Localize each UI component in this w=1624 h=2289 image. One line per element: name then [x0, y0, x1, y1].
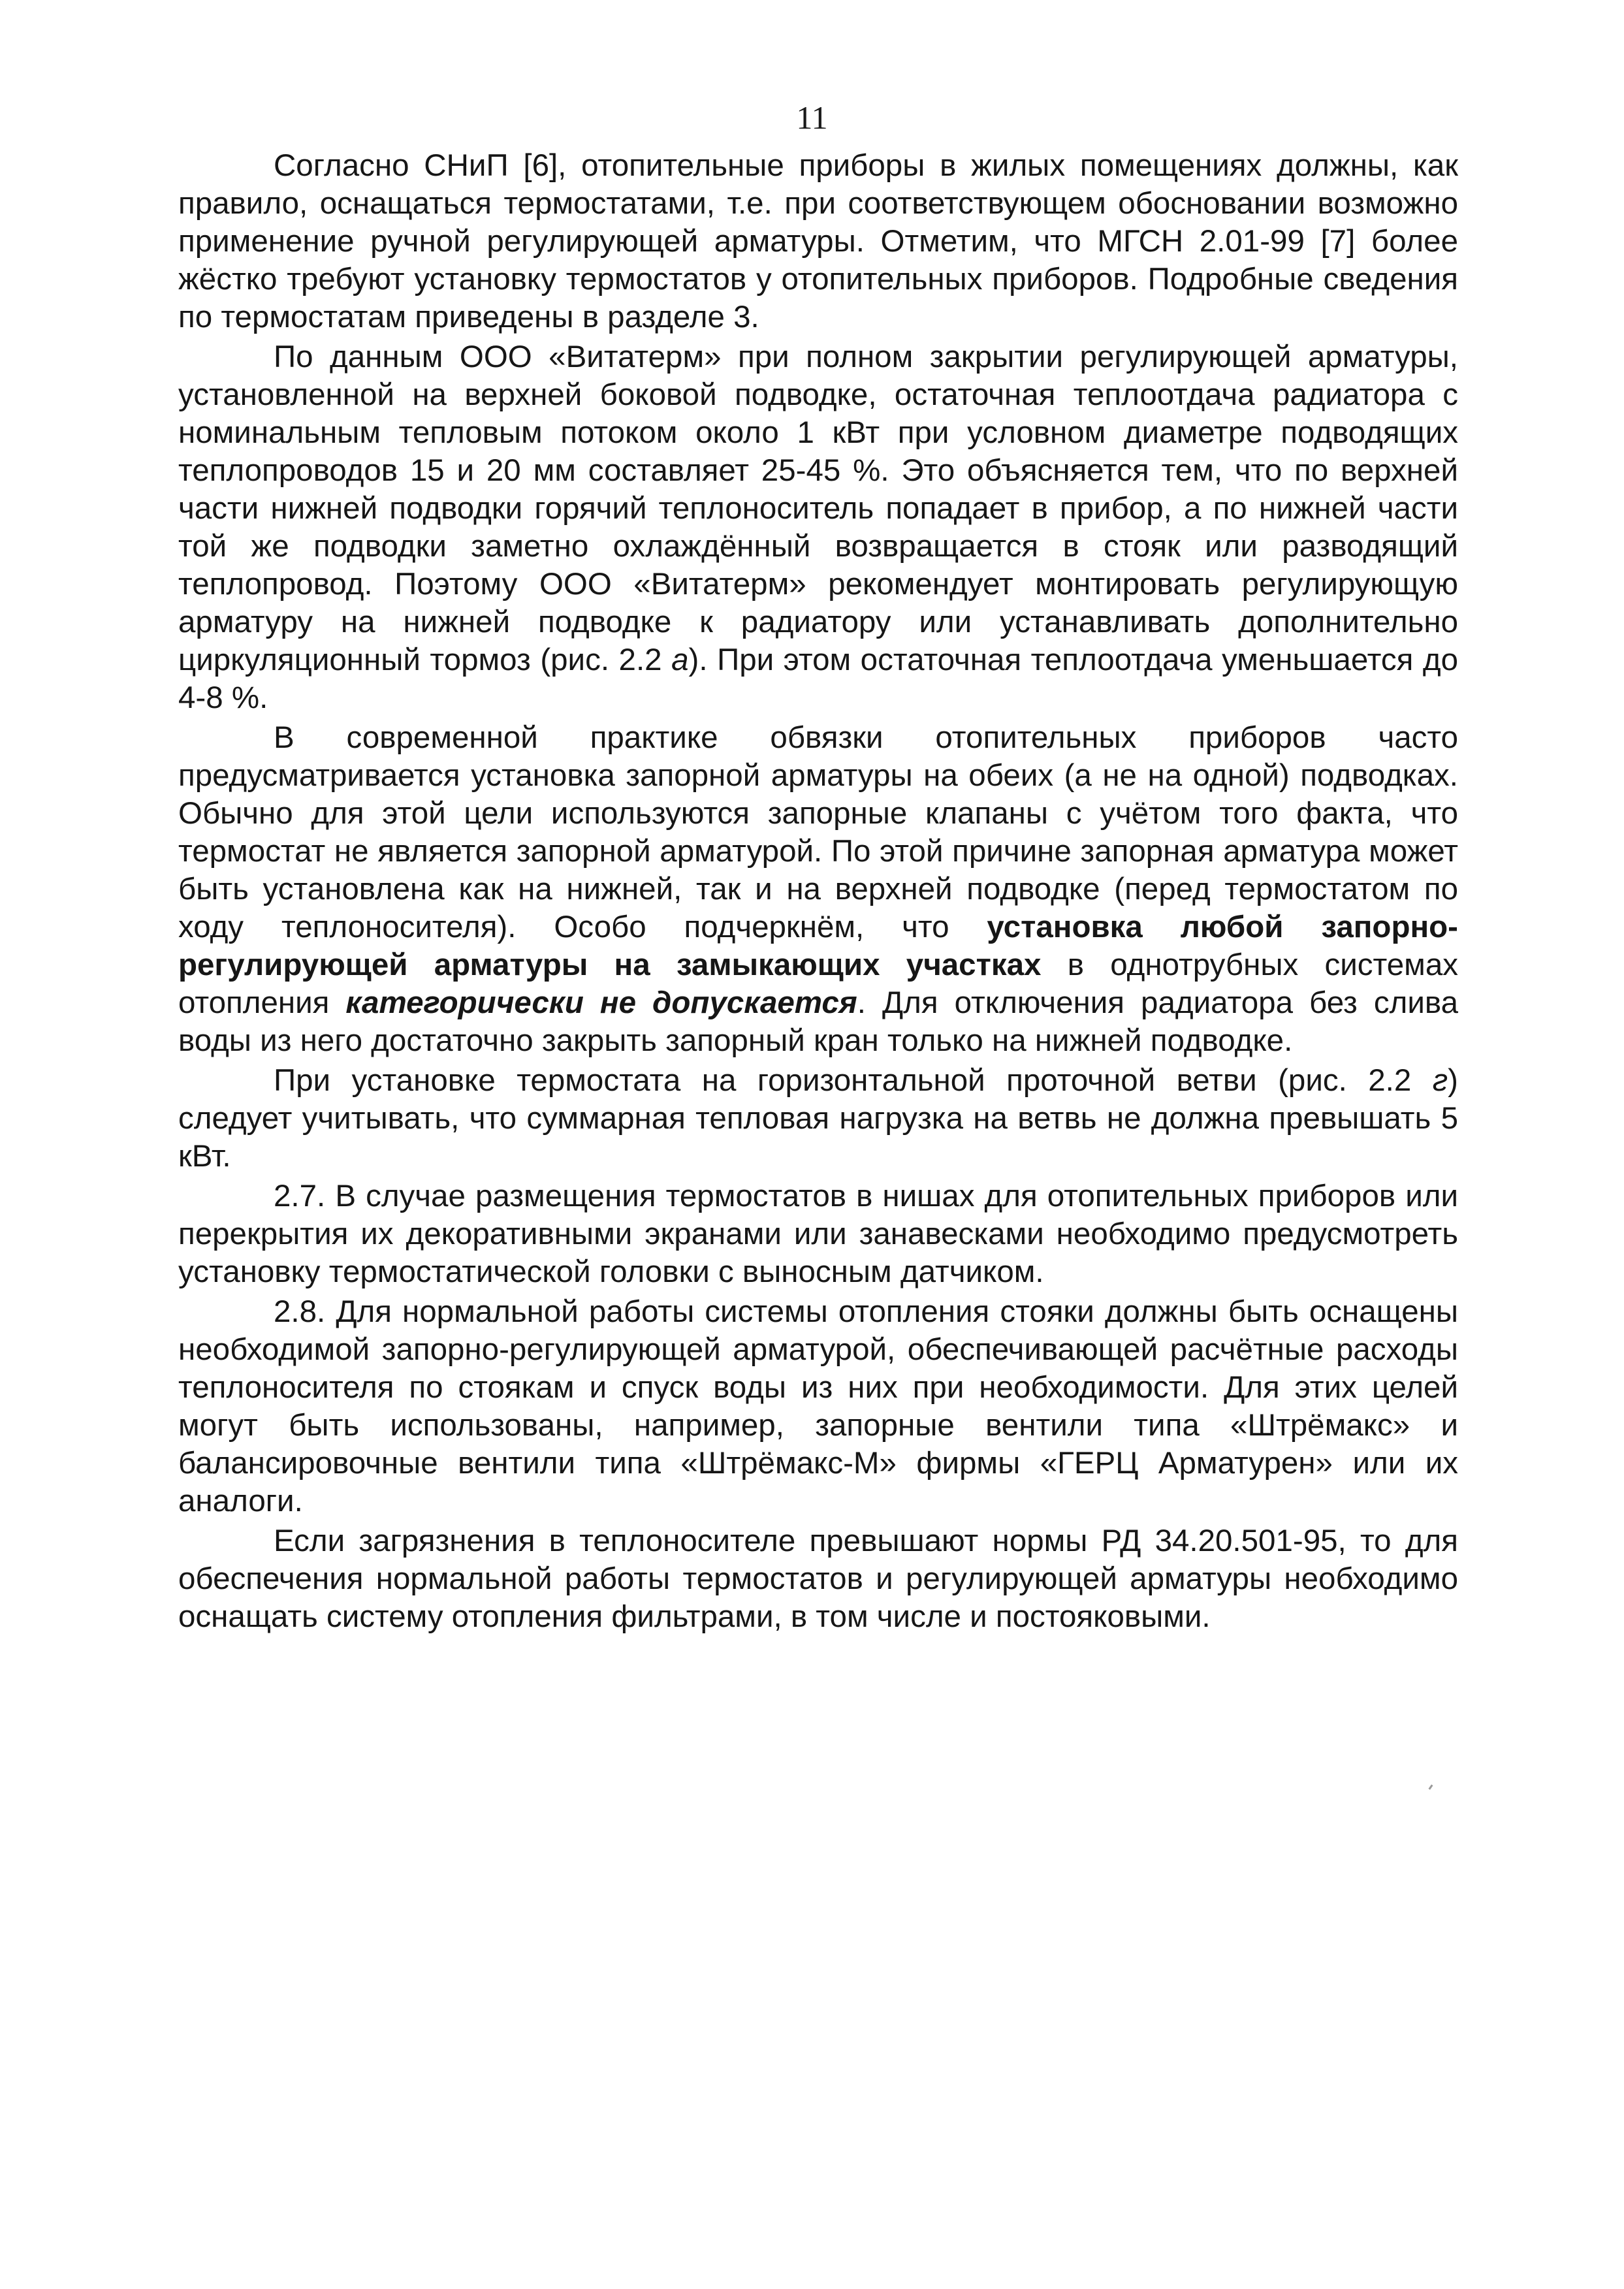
scan-artifact — [1428, 1784, 1433, 1789]
body-text — [178, 147, 1458, 1636]
paragraph-section-2-8: 2.8. Для нормальной работы системы отопления стояки должны быть оснащены необходимой запорно-регулирующей арматурой, обеспечивающей расчётные расходы теплоносителя по стоякам и спуск воды из них при необходимости. Для этих целей могут быть использованы, например, запорные вентили типа «Штрёмакс» и балансировочные вентили типа «Штрёмакс-М» фирмы «ГЕРЦ Арматурен» или их аналоги. — [178, 1294, 1458, 1518]
paragraph-text: При установке термостата на горизонтальной проточной ветви (рис. 2.2 — [274, 1063, 1433, 1098]
paragraph-text: . Для отключения радиатора без слива воды из него достаточно закрыть запорный кран только на нижней подводке. — [178, 985, 1458, 1058]
paragraph-text: в однотрубных системах отопления — [178, 948, 1458, 1020]
emphasis-bold-italic: категорически не допускается — [345, 985, 857, 1020]
emphasis-bold: установка любой запорно-регулирующей арматуры на замыкающих участках — [178, 910, 1458, 982]
paragraph-section-2-7: 2.7. В случае размещения термостатов в нишах для отопительных приборов или перекрытия их декоративными экранами или занавесками необходимо предусмотреть установку термостатической головки с выносным датчиком. — [178, 1179, 1458, 1289]
paragraph-text: ) следует учитывать, что суммарная тепловая нагрузка на ветвь не должна превышать 5 кВт. — [178, 1063, 1458, 1174]
paragraph-shutoff-fittings — [178, 719, 1458, 1060]
paragraph-filters: Если загрязнения в теплоносителе превышают нормы РД 34.20.501-95, то для обеспечения нормальной работы термостатов и регулирующей арматуры необходимо оснащать систему отопления фильтрами, в том числе и постояковыми. — [178, 1524, 1458, 1634]
paragraph-text: ). При этом остаточная теплоотдача уменьшается до 4-8 %. — [178, 643, 1458, 715]
paragraph-text: В современной практике обвязки отопительных приборов часто предусматривается установка запорной арматуры на обеих (а не на одной) подводках. Обычно для этой цели используются запорные клапаны с учётом того факта, что термостат не является запорной арматурой. По этой причине запорная арматура может быть установлена как на нижней, так и на верхней подводке (перед термостатом по ходу теплоносителя). Особо подчеркнём, что — [178, 720, 1458, 944]
figure-reference: г — [1432, 1063, 1448, 1098]
paragraph-residual-heat-output — [178, 338, 1458, 717]
page-number: 11 — [796, 99, 828, 136]
paragraph-horizontal-branch — [178, 1062, 1458, 1176]
paragraph-text: По данным ООО «Витатерм» при полном закрытии регулирующей арматуры, установленной на верхней боковой подводке, остаточная теплоотдача радиатора с номинальным тепловым потоком около 1 кВт при условном диаметре подводящих теплопроводов 15 и 20 мм составляет 25-45 %. Это объясняется тем, что по верхней части нижней подводки горячий теплоноситель попадает в прибор, а по нижней части той же подводки заметно охлаждённый возвращается в стояк или разводящий теплопровод. Поэтому ООО «Витатерм» рекомендует монтировать регулирующую арматуру на нижней подводке к радиатору или устанавливать дополнительно циркуляционный тормоз (рис. 2.2 — [178, 340, 1458, 677]
figure-reference: а — [671, 643, 689, 677]
paragraph-thermostat-requirements: Согласно СНиП [6], отопительные приборы в жилых помещениях должны, как правило, оснащаться термостатами, т.е. при соответствующем обосновании возможно применение ручной регулирующей арматуры. Отметим, что МГСН 2.01-99 [7] более жёстко требуют установку термостатов у отопительных приборов. Подробные сведения по термостатам приведены в разделе 3. — [178, 148, 1458, 334]
